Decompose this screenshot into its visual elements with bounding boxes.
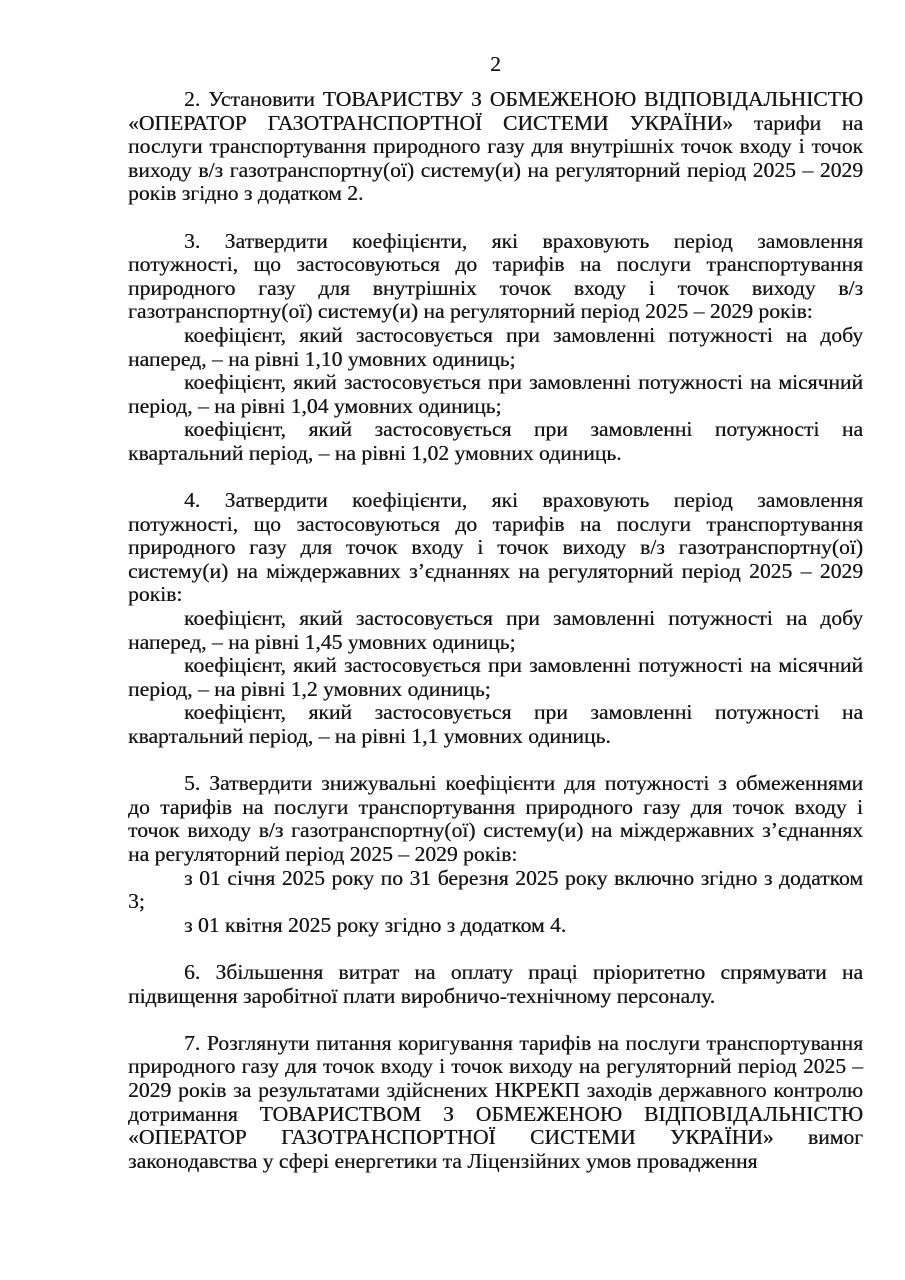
- section-item-5: [128, 772, 863, 937]
- paragraph-interstate-coefficient-quarterly: коефіцієнт, який застосовується при замовленні потужності на квартальний період, – на рівні 1,1 умовних одиниць.: [128, 700, 863, 749]
- paragraph-domestic-coefficient-day-ahead: коефіцієнт, який застосовується при замовленні потужності на добу наперед, – на рівні 1,10 умовних одиниць;: [128, 322, 863, 371]
- section-item-3: [128, 230, 863, 466]
- paragraph-tariff-adjustment: 7. Розглянути питання коригування тарифів на послуги транспортування природного газу для точок входу і точок виходу на регуляторний період 2025 – 2029 років за результатами здійснених НКРЕКП заходів державного контролю дотримання ТОВАРИСТВОМ З ОБМЕЖЕНОЮ ВІДПОВІДАЛЬНІСТЮ «ОПЕРАТОР ГАЗОТРАНСПОРТНОЇ СИСТЕМИ УКРАЇНИ» вимог законодавства у сфері енергетики та Ліцензійних умов провадження: [128, 1030, 863, 1173]
- paragraph-discount-coefficients-intro: 5. Затвердити знижувальні коефіцієнти для потужності з обмеженнями до тарифів на послуги транспортування природного газу для точок входу і точок виходу в/з газотранспортну(ої) систему(и) на міждержавних з’єднаннях на регуляторний період 2025 – 2029 років:: [128, 771, 863, 866]
- paragraph-annex-4-period: з 01 квітня 2025 року згідно з додатком 4.: [184, 912, 567, 937]
- section-item-6: [128, 961, 863, 1008]
- paragraph-interstate-coefficient-day-ahead: коефіцієнт, який застосовується при замовленні потужності на добу наперед, – на рівні 1,45 умовних одиниць;: [128, 606, 863, 654]
- document-body: [128, 88, 863, 1173]
- paragraph-labor-costs: 6. Збільшення витрат на оплату праці пріоритетно спрямувати на підвищення заробітної плати виробничо-технічному персоналу.: [128, 959, 863, 1008]
- paragraph-domestic-coefficient-quarterly: коефіцієнт, який застосовується при замовленні потужності на квартальний період, – на рівні 1,02 умовних одиниць.: [128, 417, 863, 465]
- paragraph-tariffs-approval: 2. Установити ТОВАРИСТВУ З ОБМЕЖЕНОЮ ВІДПОВІДАЛЬНІСТЮ «ОПЕРАТОР ГАЗОТРАНСПОРТНОЇ СИСТЕМИ УКРАЇНИ» тарифи на послуги транспортування природного газу для внутрішніх точок входу і точок виходу в/з газотранспортну(ої) систему(и) на регуляторний період 2025 – 2029 років згідно з додатком 2.: [128, 87, 863, 206]
- paragraph-annex-3-period: з 01 січня 2025 року по 31 березня 2025 року включно згідно з додатком 3;: [128, 865, 863, 914]
- section-item-2: [128, 88, 863, 206]
- section-item-7: [128, 1032, 863, 1174]
- paragraph-interstate-coefficient-monthly: коефіцієнт, який застосовується при замовленні потужності на місячний період, – на рівні 1,2 умовних одиниць;: [128, 653, 863, 701]
- section-item-4: [128, 489, 863, 749]
- paragraph-domestic-coefficients-intro: 3. Затвердити коефіцієнти, які враховують період замовлення потужності, що застосовуються до тарифів на послуги транспортування природного газу для внутрішніх точок входу і точок виходу в/з газотранспортну(ої) систему(и) на регуляторний період 2025 – 2029 років:: [128, 228, 863, 324]
- paragraph-interstate-coefficients-intro: 4. Затвердити коефіцієнти, які враховують період замовлення потужності, що застосовуються до тарифів на послуги транспортування природного газу для точок входу і точок виходу в/з газотранспортну(ої) систему(и) на міждержавних з’єднаннях на регуляторний період 2025 – 2029 років:: [128, 488, 863, 607]
- paragraph-domestic-coefficient-monthly: коефіцієнт, який застосовується при замовленні потужності на місячний період, – на рівні 1,04 умовних одиниць;: [128, 370, 863, 418]
- page-number: 2: [490, 52, 501, 76]
